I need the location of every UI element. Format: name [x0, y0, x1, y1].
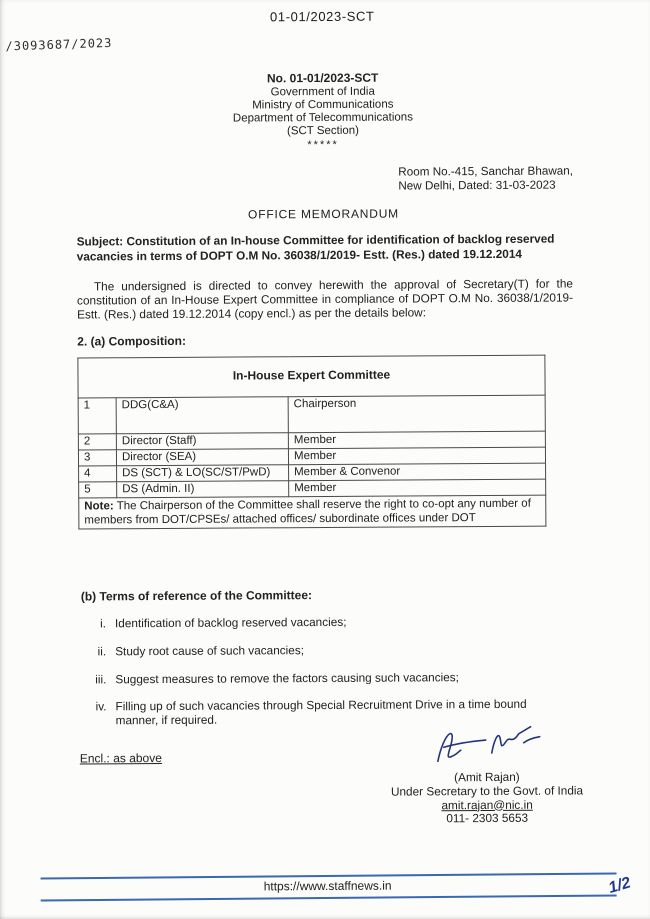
- cell-role: Member & Convenor: [289, 463, 546, 481]
- terms-heading: (b) Terms of reference of the Committee:: [80, 588, 313, 604]
- table-title: In-House Expert Committee: [78, 355, 545, 398]
- table-note-row: [79, 495, 546, 529]
- cell-designation: Director (SEA): [116, 449, 288, 466]
- website-link[interactable]: https://www.staffnews.in: [263, 878, 392, 894]
- letter-ref-no: No. 01-01/2023-SCT: [266, 70, 379, 86]
- signature-scribble: [428, 723, 546, 770]
- address-block: [398, 164, 573, 192]
- cell-role: Chairperson: [288, 395, 545, 433]
- cell-sno: 1: [78, 398, 116, 434]
- address-line-1: Room No.-415, Sanchar Bhawan,: [398, 164, 574, 179]
- signatory-email-link[interactable]: amit.rajan@nic.in: [441, 797, 533, 812]
- cell-designation: DS (SCT) & LO(SC/ST/PwD): [117, 465, 289, 482]
- note-text: The Chairperson of the Committee shall reserve the right to co-opt any number of members from DOT/CPSEs/ attached offices/ subordinate offices under DOT: [84, 497, 531, 527]
- cell-sno: 3: [78, 450, 116, 466]
- term-text: Study root cause of such vacancies;: [115, 642, 305, 659]
- signatory-phone: 011- 2303 5653: [446, 811, 529, 826]
- note-label: Note:: [84, 500, 114, 513]
- page-number-handwritten: 1/2: [606, 874, 633, 898]
- letterhead: [0, 70, 648, 154]
- table-title-row: [78, 355, 545, 398]
- cell-designation: DDG(C&A): [116, 397, 288, 434]
- address-line-2-date: New Delhi, Dated: 31-03-2023: [398, 178, 556, 193]
- cell-sno: 4: [79, 466, 117, 482]
- org-line-section: (SCT Section): [286, 124, 360, 138]
- terms-list-item: [89, 642, 555, 659]
- committee-table: [77, 355, 546, 530]
- term-number: iii.: [95, 671, 107, 687]
- cell-sno: 2: [78, 434, 116, 450]
- term-number: iv.: [95, 699, 107, 714]
- org-line-govt: Government of India: [270, 85, 375, 99]
- term-text: Suggest measures to remove the factors causing such vacancies;: [115, 669, 459, 686]
- cell-role: Member: [289, 479, 546, 497]
- signatory-designation: Under Secretary to the Govt. of India: [390, 783, 584, 799]
- divider-stars: *****: [307, 138, 339, 152]
- signature-block: [364, 722, 611, 827]
- scan-file-number: /3093687/2023: [5, 35, 113, 54]
- cell-sno: 5: [79, 482, 117, 498]
- term-number: ii.: [97, 644, 107, 659]
- subject-line: [77, 231, 571, 263]
- term-number: i.: [100, 616, 107, 631]
- subject-label: Subject:: [76, 234, 124, 249]
- cell-designation: Director (Staff): [116, 433, 288, 450]
- body-paragraph: The undersigned is directed to convey herewith the approval of Secretary(T) for the constitution of an In-House Expert Committee in compliance of DOPT O.M No. 36038/1/2019- Estt. (Res.) dated 19.12.2014 (copy encl.) as per the details below:: [76, 276, 574, 322]
- composition-heading: 2. (a) Composition:: [77, 333, 186, 349]
- terms-list-item: [89, 670, 555, 687]
- signatory-name: (Amit Rajan): [454, 769, 520, 785]
- table-note: [79, 495, 546, 529]
- term-text: Filling up of such vacancies through Special Recruitment Drive in a time bound manner, if required.: [115, 697, 527, 728]
- org-line-ministry: Ministry of Communications: [252, 98, 394, 112]
- enclosure-note: Encl.: as above: [79, 751, 162, 766]
- memo-title: OFFICE MEMORANDUM: [247, 206, 400, 222]
- footer-rule-bottom: [41, 894, 617, 901]
- table-row: [78, 395, 545, 434]
- cell-designation: DS (Admin. II): [117, 481, 289, 498]
- subject-text: Constitution of an In-house Committee for identification of backlog reserved vacancies in terms of DOPT O.M No. 36038/1/2019- Estt. (Res.) dated 19.12.2014: [76, 231, 555, 264]
- top-reference-number: 01-01/2023-SCT: [269, 8, 375, 25]
- cell-role: Member: [288, 447, 545, 465]
- term-text: Identification of backlog reserved vacancies;: [114, 614, 347, 631]
- org-line-department: Department of Telecommunications: [232, 111, 413, 125]
- terms-list-item: [89, 615, 555, 632]
- cell-role: Member: [288, 431, 545, 449]
